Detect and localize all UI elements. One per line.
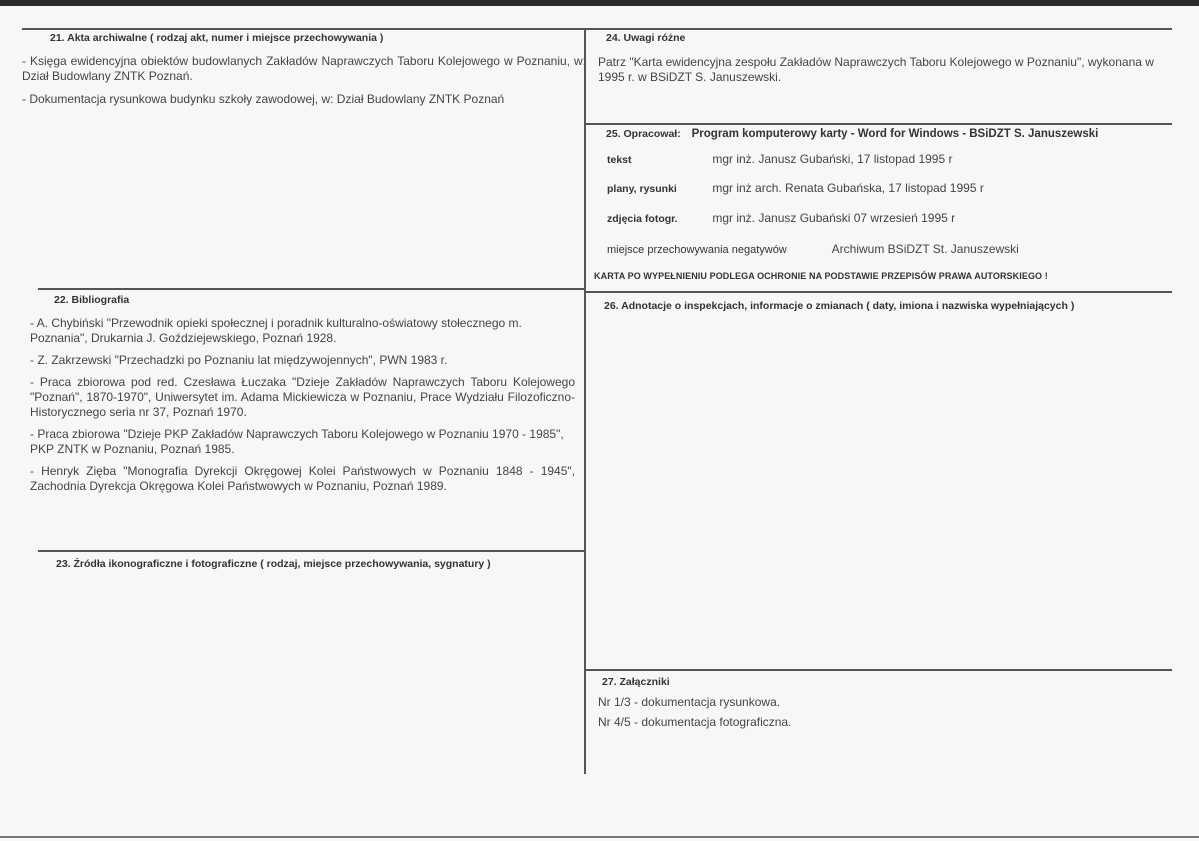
section-25-heading	[606, 128, 1166, 140]
section-26-inspections	[604, 300, 1170, 312]
section-23-iconographic-sources	[56, 558, 584, 570]
row-label: miejsce przechowywania negatywów	[607, 244, 787, 256]
prepared-row-text	[607, 152, 952, 166]
section-22-bibliography	[30, 294, 575, 494]
bibliography-item: - Praca zbiorowa pod red. Czesława Łuczaka "Dzieje Zakładów Naprawczych Taboru Kolejowego "Poznań", 1870-1970", Uniwersytet im. Adama Mickiewicza w Poznaniu, Prace Wydziału Filozoficzno-Historycznego seria nr 37, Poznań 1970.	[30, 375, 575, 419]
row-label: plany, rysunki	[607, 183, 677, 195]
bibliography-item: - Henryk Zięba "Monografia Dyrekcji Okręgowej Kolei Państwowych w Poznaniu 1848 - 1945", Zachodnia Dyrekcja Okręgowa Kolei Państwowych w Poznaniu, Poznań 1989.	[30, 464, 575, 493]
row-value: mgr inż. Janusz Gubański 07 wrzesień 1995 r	[712, 211, 956, 225]
row-value: mgr inż arch. Renata Gubańska, 17 listopad 1995 r	[712, 181, 984, 195]
section-21-archives	[22, 32, 586, 107]
remarks-text: Patrz "Karta ewidencyjna zespołu Zakładów Naprawczych Taboru Kolejowego w Poznaniu", wykonana w 1995 r. w BSiDZT S. Januszewski.	[598, 55, 1154, 84]
top-border	[22, 28, 1172, 30]
prepared-row-negatives	[607, 242, 1019, 256]
section-24-heading: 24. Uwagi różne	[606, 32, 686, 44]
section-23-heading: 23. Źródła ikonograficzne i fotograficzne ( rodzaj, miejsce przechowywania, sygnatury )	[56, 558, 491, 570]
archive-item: - Księga ewidencyjna obiektów budowlanych Zakładów Naprawczych Taboru Kolejowego w Poznaniu, w: Dział Budowlany ZNTK Poznań.	[22, 54, 586, 83]
attachment-item: Nr 4/5 - dokumentacja fotograficzna.	[598, 715, 792, 729]
section-25-label: 25. Opracował:	[606, 128, 681, 140]
prepared-row-plans	[607, 181, 984, 195]
row-label: tekst	[607, 154, 632, 166]
section-25-prepared-by	[606, 128, 1166, 140]
divider-25-26	[586, 291, 1172, 293]
section-27-attachments	[598, 676, 1164, 730]
copyright-notice: KARTA PO WYPEŁNIENIU PODLEGA OCHRONIE NA PODSTAWIE PRZEPISÓW PRAWA AUTORSKIEGO !	[594, 271, 1048, 281]
bibliography-item: - Praca zbiorowa "Dzieje PKP Zakładów Naprawczych Taboru Kolejowego w Poznaniu 1970 - 1985", PKP ZNTK w Poznaniu, Poznań 1985.	[30, 427, 564, 456]
divider-26-27	[586, 669, 1172, 671]
section-26-heading: 26. Adnotacje o inspekcjach, informacje o zmianach ( daty, imiona i nazwiska wypełniających )	[604, 300, 1075, 312]
attachment-item: Nr 1/3 - dokumentacja rysunkowa.	[598, 695, 781, 709]
center-divider	[584, 28, 586, 774]
section-21-heading: 21. Akta archiwalne ( rodzaj akt, numer i miejsce przechowywania )	[50, 32, 384, 44]
section-22-heading: 22. Bibliografia	[54, 294, 130, 306]
divider-22-23	[38, 550, 584, 552]
scan-top-edge	[0, 0, 1199, 6]
section-27-heading: 27. Załączniki	[602, 676, 670, 688]
bibliography-item: - Z. Zakrzewski "Przechadzki po Poznaniu lat międzywojennych", PWN 1983 r.	[30, 353, 448, 367]
prepared-row-photos	[607, 211, 955, 225]
row-label: zdjęcia fotogr.	[607, 213, 678, 225]
row-value: mgr inż. Janusz Gubański, 17 listopad 1995 r	[712, 152, 953, 166]
divider-24-25	[586, 123, 1172, 125]
section-25-program: Program komputerowy karty - Word for Windows - BSiDZT S. Januszewski	[691, 128, 1099, 140]
divider-21-22	[38, 288, 584, 290]
scan-bottom-edge	[0, 836, 1199, 838]
section-24-remarks	[598, 32, 1164, 85]
archive-item: - Dokumentacja rysunkowa budynku szkoły zawodowej, w: Dział Budowlany ZNTK Poznań	[22, 92, 505, 106]
bibliography-item: - A. Chybiński "Przewodnik opieki społecznej i poradnik kulturalno-oświatowy stołecznego m. Poznania", Drukarnia J. Goździejewskiego, Poznań 1928.	[30, 316, 522, 345]
row-value: Archiwum BSiDZT St. Januszewski	[831, 242, 1019, 256]
